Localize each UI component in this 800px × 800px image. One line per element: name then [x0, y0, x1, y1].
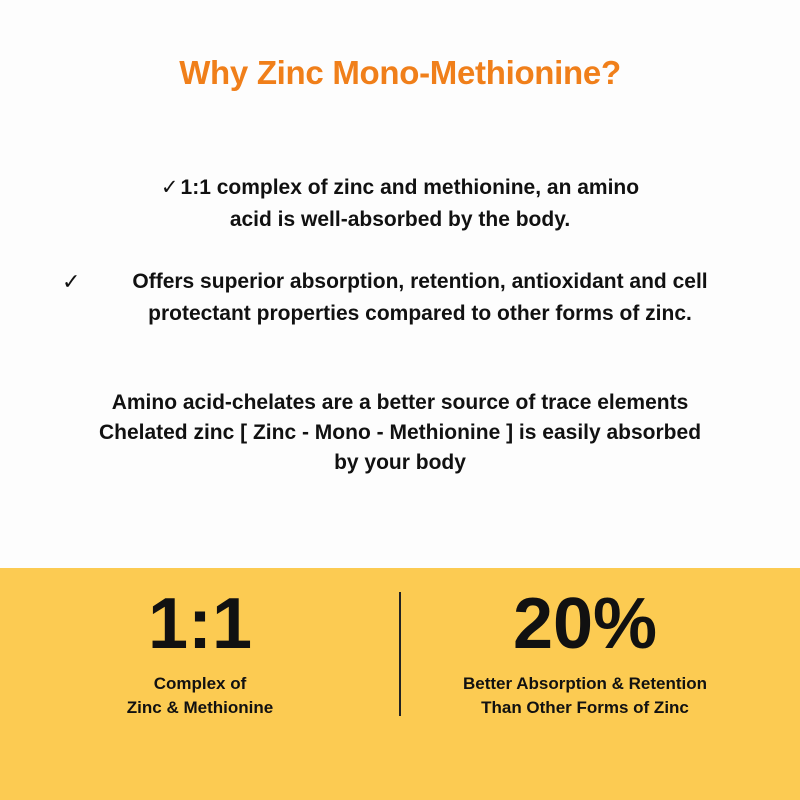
paragraph-line2: Chelated zinc [ Zinc - Mono - Methionine ] is easily absorbed	[98, 421, 702, 444]
bullet-text-line1: 1:1 complex of zinc and methionine, an amino	[180, 176, 640, 199]
stat-value: 20%	[512, 584, 658, 664]
paragraph-line1: Amino acid-chelates are a better source of trace elements	[111, 391, 689, 414]
page-title: Why Zinc Mono-Methionine?	[179, 54, 621, 91]
stat-caption-line1: Better Absorption & Retention	[463, 674, 707, 693]
stat-caption-line2: Zinc & Methionine	[126, 698, 274, 717]
chelate-paragraph	[40, 388, 760, 478]
bullet-text-line2: acid is well-absorbed by the body.	[229, 208, 571, 231]
paragraph-line3: by your body	[334, 451, 466, 474]
stat-value: 1:1	[147, 584, 253, 664]
stat-caption	[420, 672, 750, 720]
bullet-item-complex	[130, 172, 670, 236]
stat-caption-line2: Than Other Forms of Zinc	[481, 698, 689, 717]
checkmark-icon: ✓	[160, 176, 179, 199]
bullet-text-line2: protectant properties compared to other forms of zinc.	[148, 302, 692, 325]
checkmark-icon: ✓	[62, 269, 81, 294]
stats-band	[0, 568, 800, 800]
stats-divider	[399, 592, 401, 716]
bullet-item-absorption	[90, 266, 750, 330]
bullet-text-line1: Offers superior absorption, retention, antioxidant and cell	[132, 270, 708, 293]
stat-caption-line1: Complex of	[153, 674, 247, 693]
stat-caption	[50, 672, 350, 720]
